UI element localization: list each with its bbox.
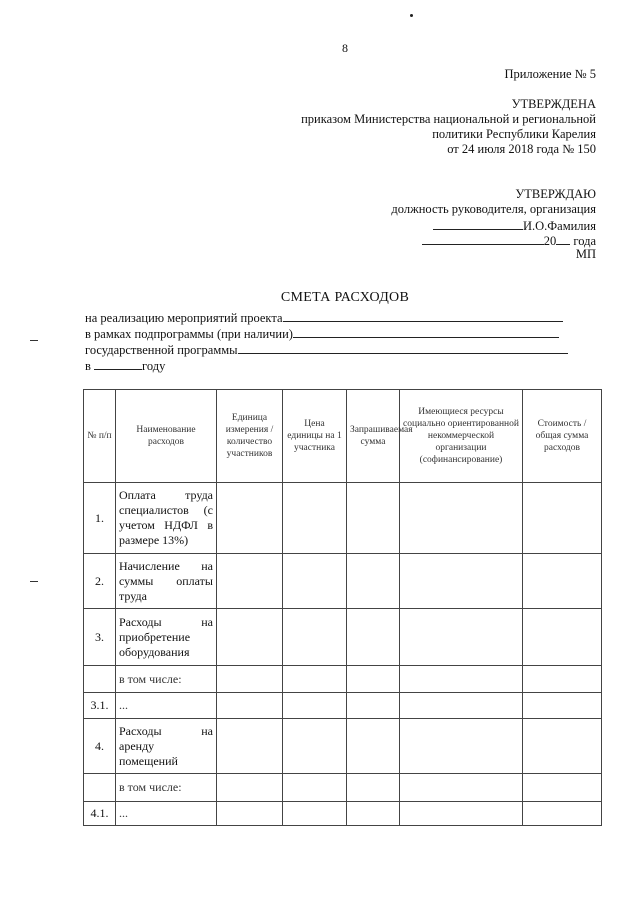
table-row (84, 554, 602, 609)
cell-price (283, 666, 347, 693)
cell-resources (400, 666, 523, 693)
project-line (85, 309, 563, 326)
cell-resources (400, 693, 523, 719)
header-resources: Имеющиеся ресурсы социально ориентированной некоммерческой организации (софинансирование) (400, 390, 523, 483)
page-number: 8 (342, 41, 348, 55)
cell-total (523, 802, 602, 826)
table-row (84, 802, 602, 826)
header-price: Цена единицы на 1 участника (283, 390, 347, 483)
row-num: 4. (84, 719, 116, 774)
document-title: СМЕТА РАСХОДОВ (280, 290, 410, 305)
cell-total (523, 483, 602, 554)
cell-price (283, 483, 347, 554)
row-num: 3. (84, 609, 116, 666)
stamp-label: МП (575, 247, 596, 261)
cell-requested (347, 609, 400, 666)
project-blank (283, 309, 563, 322)
margin-mark (30, 340, 38, 341)
header-num: № п/п (84, 390, 116, 483)
row-num (84, 774, 116, 802)
cell-unit (217, 802, 283, 826)
header-unit: Единица измерения / количество участников (217, 390, 283, 483)
cell-price (283, 719, 347, 774)
table-row (84, 666, 602, 693)
project-label: на реализацию мероприятий проекта (85, 311, 283, 325)
year-field-blank (94, 357, 142, 370)
cell-requested (347, 483, 400, 554)
date-blank (422, 232, 544, 245)
row-name: в том числе: (116, 666, 217, 693)
row-name: ... (116, 693, 217, 719)
header-name: Наименование расходов (116, 390, 217, 483)
year-suffix: году (142, 359, 166, 373)
cell-requested (347, 554, 400, 609)
cell-total (523, 554, 602, 609)
header-requested: Запрашиваемая сумма (347, 390, 400, 483)
margin-mark (30, 581, 38, 582)
cell-unit (217, 719, 283, 774)
cell-requested (347, 802, 400, 826)
cell-resources (400, 774, 523, 802)
table-header-row (84, 390, 602, 483)
approve-date-line (422, 232, 596, 249)
approver-name: И.О.Фамилия (522, 219, 596, 233)
scan-speck (410, 14, 413, 17)
cell-resources (400, 554, 523, 609)
program-label: государственной программы (85, 343, 238, 357)
row-num: 2. (84, 554, 116, 609)
cell-resources (400, 609, 523, 666)
approve-position: должность руководителя, организация (391, 202, 596, 216)
cell-requested (347, 774, 400, 802)
cell-requested (347, 666, 400, 693)
row-name: ... (116, 802, 217, 826)
cell-price (283, 802, 347, 826)
cell-price (283, 774, 347, 802)
row-num (84, 666, 116, 693)
approved-date-line: от 24 июля 2018 года № 150 (447, 142, 596, 156)
cell-unit (217, 483, 283, 554)
subprogram-label: в рамках подпрограммы (при наличии) (85, 327, 293, 341)
cell-requested (347, 693, 400, 719)
cell-total (523, 719, 602, 774)
cell-resources (400, 802, 523, 826)
cell-unit (217, 666, 283, 693)
cell-price (283, 609, 347, 666)
row-name: Начисление на суммы оплаты труда (116, 554, 217, 609)
cell-unit (217, 554, 283, 609)
budget-table (83, 389, 602, 826)
appendix-label: Приложение № 5 (504, 67, 596, 81)
year-prefix: в (85, 359, 91, 373)
date-year-prefix: 20 (543, 234, 557, 248)
table-row (84, 693, 602, 719)
date-year-word: года (573, 234, 596, 248)
row-name: в том числе: (116, 774, 217, 802)
table-row (84, 483, 602, 554)
subprogram-blank (293, 325, 559, 338)
program-line (85, 341, 568, 358)
signature-blank (433, 217, 523, 230)
year-blank (556, 232, 570, 245)
cell-requested (347, 719, 400, 774)
program-blank (238, 341, 568, 354)
approve-heading: УТВЕРЖДАЮ (515, 187, 596, 201)
table-row (84, 774, 602, 802)
cell-unit (217, 609, 283, 666)
approved-heading: УТВЕРЖДЕНА (511, 97, 596, 111)
table-row (84, 719, 602, 774)
cell-price (283, 693, 347, 719)
row-name: Расходы на аренду помещений (116, 719, 217, 774)
cell-total (523, 609, 602, 666)
row-name: Оплата труда специалистов (с учетом НДФЛ в размере 13%) (116, 483, 217, 554)
approved-ministry-line: политики Республики Карелия (432, 127, 596, 141)
cell-total (523, 774, 602, 802)
cell-total (523, 693, 602, 719)
year-line (85, 357, 165, 374)
cell-resources (400, 719, 523, 774)
row-num: 1. (84, 483, 116, 554)
cell-unit (217, 774, 283, 802)
row-num: 3.1. (84, 693, 116, 719)
cell-price (283, 554, 347, 609)
cell-total (523, 666, 602, 693)
row-num: 4.1. (84, 802, 116, 826)
row-name: Расходы на приобретение оборудования (116, 609, 217, 666)
cell-resources (400, 483, 523, 554)
subprogram-line (85, 325, 559, 342)
header-total: Стоимость / общая сумма расходов (523, 390, 602, 483)
approved-order-line: приказом Министерства национальной и региональной (301, 112, 596, 126)
cell-unit (217, 693, 283, 719)
table-row (84, 609, 602, 666)
